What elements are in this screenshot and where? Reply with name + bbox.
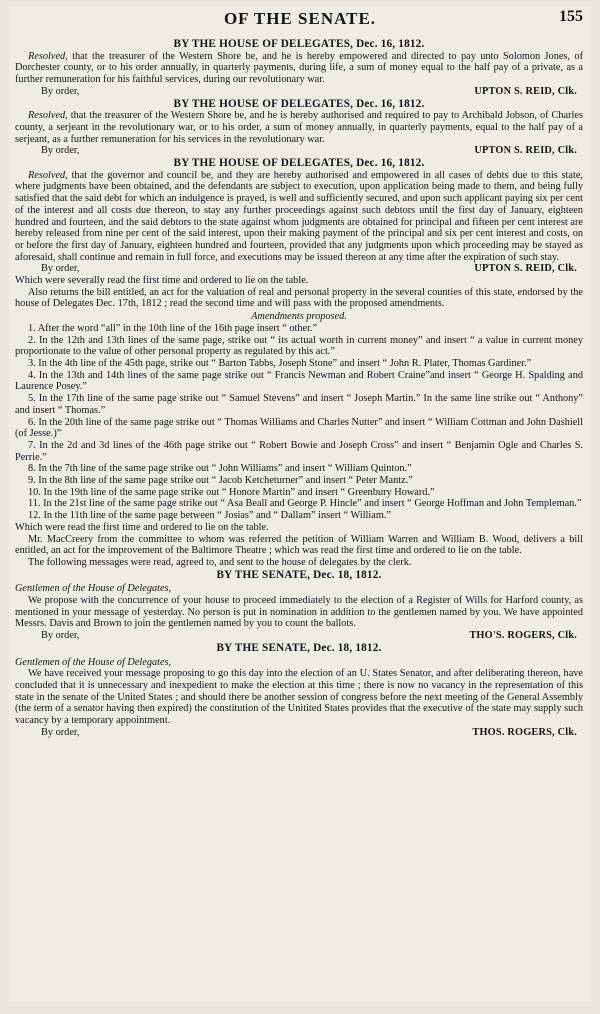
amendments-list — [15, 323, 583, 522]
resolution-3-text: Resolved, that the governor and council be, and they are hereby authorised and empowered in all cases of debts due to this state, where judgments have been obtained, and the defendants are subject to execution, upon application being made to them, and being fully satisfied that the said debt for which an indulgence is prayed, is well and sufficiently secured, and upon such applicant paying six per cent of the interest and all costs due thereon, to stay any further proceedings against such debtors until the first day of January, eighteen hundred and fourteen, and the said debtors to the state against whom judgments are obtained for principal and fifteen per cent interest are hereby released from nine per cent of the said interest, upon their making payment of the principal and six per cent interest and costs, on or before the first day of January, eighteen hundred and fourteen, provided that any judgments upon which proceeding may be stayed as aforesaid, shall continue and remain in full force, and executions may be issued thereon at any time after the expiration of such stay. — [15, 169, 583, 263]
clerk-signature: UPTON S. REID, Clk. — [474, 85, 577, 97]
by-order: By order, — [41, 263, 80, 275]
senate-message-2-signature-line — [15, 727, 583, 739]
amendment-item: 3. In the 4th line of the 45th page, strike out “ Barton Tabbs, Joseph Stone” and insert “ John R. Plater, Thomas Gardiner.” — [28, 357, 532, 369]
amendment-item: 11. In the 21st line of the same page strike out “ Asa Beall and George P. Hincle” and insert “ George Hoffman and John Templeman.” — [28, 498, 582, 510]
by-order: By order, — [41, 145, 80, 157]
senate-message-1-text: We propose with the concurrence of your house to proceed immediately to the election of a Register of Wills for Harford county, as mentioned in your message of yesterday. No person is put in nomination in addition to the gentlemen named by you. We have appointed Messrs. Davis and Brown to join the gentlemen named by you to count the ballots. — [15, 595, 583, 630]
resolved-lead: Resolved, — [28, 169, 68, 181]
maccreery-paragraph: Mr. MacCreery from the committee to whom was referred the petition of William Warren and William B. Wood, delivers a bill entitled, an act for the improvement of the Baltimore Theatre ; which was read the first time and ordered to lie on the table. — [15, 533, 583, 557]
senate-message-2-text: We have received your message proposing to go this day into the election of an U. States Senator, and after deliberating thereon, have concluded that it is unnecessary and inexpedient to make the election at this time ; there is now no vacancy in the representation of this state in the senate of the United States ; and should there be another session of congress before the next meeting of the General Assembly (the term of a senator having then expired) the constitution of the Unitited States provides that the executive of the state may supply such vacancy by a temporary appointment. — [15, 668, 583, 727]
amendments-section — [15, 311, 583, 522]
amendment-item: 4. In the 13th and 14th lines of the same page strike out “ Francis Newman and Robert Craine”and insert “ George H. Spalding and Laurence Posey.” — [15, 369, 583, 393]
senate-message-2-address: Gentlemen of the House of Delegates, — [15, 656, 172, 668]
by-order: By order, — [41, 85, 80, 97]
resolution-1-signature-line — [15, 86, 583, 98]
senate-message-1-address: Gentlemen of the House of Delegates, — [15, 583, 172, 595]
senate-message-2 — [15, 643, 583, 739]
page-header — [9, 6, 591, 32]
senate-message-1 — [15, 570, 583, 642]
resolution-1 — [15, 39, 583, 98]
clerk-signature: THO'S. ROGERS, Clk. — [469, 630, 577, 642]
amendment-item: 12. In the 11th line of the same page between “ Josias” and “ Dallam” insert “ William.” — [28, 510, 392, 522]
amendment-item: 6. In the 20th line of the same page strike out “ Thomas Williams and Charles Nutter” and insert “ William Cottman and John Dashiell (of Jesse.)” — [15, 416, 583, 440]
resolution-3-signature-line — [15, 263, 583, 275]
clerk-signature: UPTON S. REID, Clk. — [474, 145, 577, 157]
amendment-item: 8. In the 7th line of the same page strike out “ John Williams” and insert “ William Quinton.” — [28, 463, 412, 475]
resolution-2-signature-line — [15, 145, 583, 157]
page-number: 155 — [559, 8, 583, 25]
clerk-signature: UPTON S. REID, Clk. — [474, 263, 577, 275]
resolution-2 — [15, 99, 583, 158]
resolution-1-heading: BY THE HOUSE OF DELEGATES, Dec. 16, 1812. — [173, 38, 425, 50]
clerk-signature: THOS. ROGERS, Clk. — [472, 726, 577, 738]
senate-message-1-heading: BY THE SENATE, Dec. 18, 1812. — [216, 568, 382, 581]
amendments-heading: Amendments proposed. — [251, 311, 347, 323]
page-body — [9, 32, 591, 738]
by-order: By order, — [41, 726, 80, 738]
amendment-item: 10. In the 19th line of the same page strike out “ Honore Martin” and insert “ Greenbury Howard.” — [28, 486, 435, 498]
resolution-3-heading: BY THE HOUSE OF DELEGATES, Dec. 16, 1812. — [173, 157, 425, 170]
document-page — [9, 6, 591, 1002]
read-first-time-note: Which were severally read the first time and ordered to lie on the table. — [15, 275, 309, 287]
amendment-item: 9. In the 8th line of the same page strike out “ Jacob Ketcheturner” and insert “ Peter Mantz.” — [28, 475, 413, 487]
resolution-1-text: Resolved, that the treasurer of the Western Shore be, and he is hereby empowered and directed to pay unto Solomon Jones, of Dorchester county, or to his order annually, in quarterly payments, during life, a sum of money equal to the half pay of a private, as a further remuneration for his faithful services, during our revolutionary war. — [15, 50, 583, 86]
resolution-2-text: Resolved, that the treasurer of the Western Shore be, and he is hereby authorised and required to pay to Archibald Jobson, of Charles county, a serjeant in the revolutionary war, or to his order, a sum of money annually, in quarterly payments, equal to the half pay of a serjeant, as a further remuneration for his services in the revolutionary war. — [15, 110, 583, 145]
amendment-item: 5. In the 17th line of the same page strike out “ Samuel Stevens” and insert “ Joseph Martin.” In the same line strike out “ Anthony” and insert “ Thomas.” — [15, 393, 583, 416]
resolved-lead: Resolved, — [28, 110, 68, 122]
resolved-lead: Resolved, — [28, 50, 68, 62]
valuation-bill-paragraph: Also returns the bill entitled, an act for the valuation of real and personal property in the several counties of this state, endorsed by the house of Delegates Dec. 17th, 1812 ; read the second time and will pass with the proposed amendments. — [15, 286, 583, 310]
amendment-item: 1. After the word “all” in the 10th line of the 16th page insert “ other.” — [28, 322, 318, 334]
by-order: By order, — [41, 630, 80, 642]
messages-note: The following messages were read, agreed to, and sent to the house of delegates by the clerk. — [28, 556, 412, 568]
senate-message-1-signature-line — [15, 630, 583, 642]
amendment-item: 7. In the 2d and 3d lines of the 46th page strike out “ Robert Bowie and Joseph Cross” and insert “ Benjamin Ogle and Charles S. Perrie.” — [15, 439, 583, 463]
senate-message-2-heading: BY THE SENATE, Dec. 18, 1812. — [216, 641, 382, 654]
read-first-time-note-2: Which were read the first time and ordered to lie on the table. — [15, 521, 269, 533]
resolution-2-heading: BY THE HOUSE OF DELEGATES, Dec. 16, 1812. — [173, 97, 425, 110]
running-title: OF THE SENATE. — [223, 9, 377, 28]
resolution-3 — [15, 158, 583, 275]
amendment-item: 2. In the 12th and 13th lines of the same page, strike out “ its actual worth in current money” and insert “ a value in current money proportionate to the value of other personal property as regulated by this act.” — [15, 334, 583, 358]
